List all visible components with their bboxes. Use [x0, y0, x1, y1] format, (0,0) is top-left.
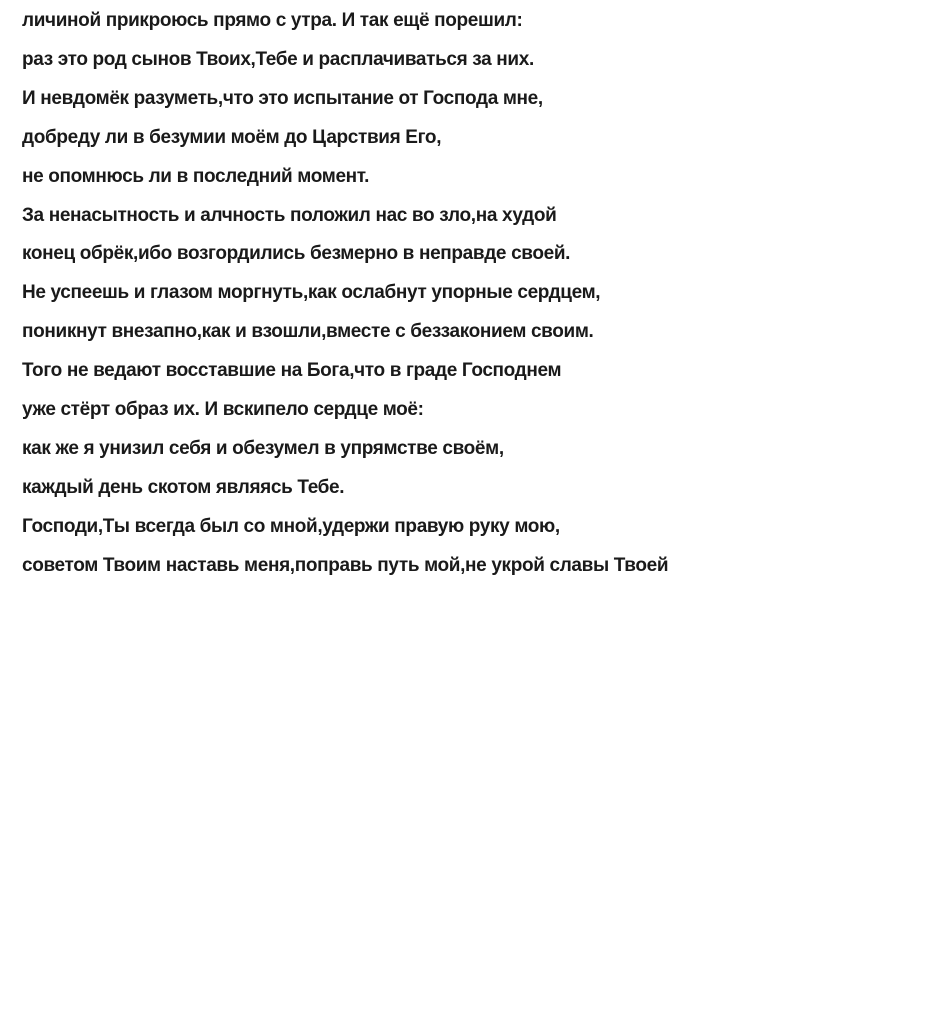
text-line: уже стёрт образ их. И вскипело сердце моё:	[22, 399, 424, 421]
text-line: конец обрёк,ибо возгордились безмерно в неправде своей.	[22, 243, 571, 265]
text-line: За ненасытность и алчность положил нас во зло,на худой	[22, 204, 557, 226]
text-line: И невдомёк разуметь,что это испытание от Господа мне,	[22, 87, 543, 109]
text-line: личиной прикроюсь прямо с утра. И так ещё порешил:	[22, 10, 523, 31]
text-body	[22, 2, 942, 586]
text-line: как же я унизил себя и обезумел в упрямстве своём,	[22, 437, 504, 459]
text-line: добреду ли в безумии моём до Царствия Его,	[22, 126, 442, 148]
text-line: поникнут внезапно,как и взошли,вместе с беззаконием своим.	[22, 321, 594, 343]
text-line: раз это род сынов Твоих,Тебе и расплачиваться за них.	[22, 48, 534, 70]
text-line: не опомнюсь ли в последний момент.	[22, 165, 370, 187]
text-line: каждый день скотом являясь Тебе.	[22, 476, 345, 498]
text-line: Не успеешь и глазом моргнуть,как ослабнут упорные сердцем,	[22, 282, 601, 304]
text-line: Того не ведают восставшие на Бога,что в граде Господнем	[22, 360, 562, 382]
text-line: советом Твоим наставь меня,поправь путь мой,не укрой славы Твоей	[22, 554, 669, 576]
text-line: Господи,Ты всегда был со мной,удержи правую руку мою,	[22, 515, 560, 537]
